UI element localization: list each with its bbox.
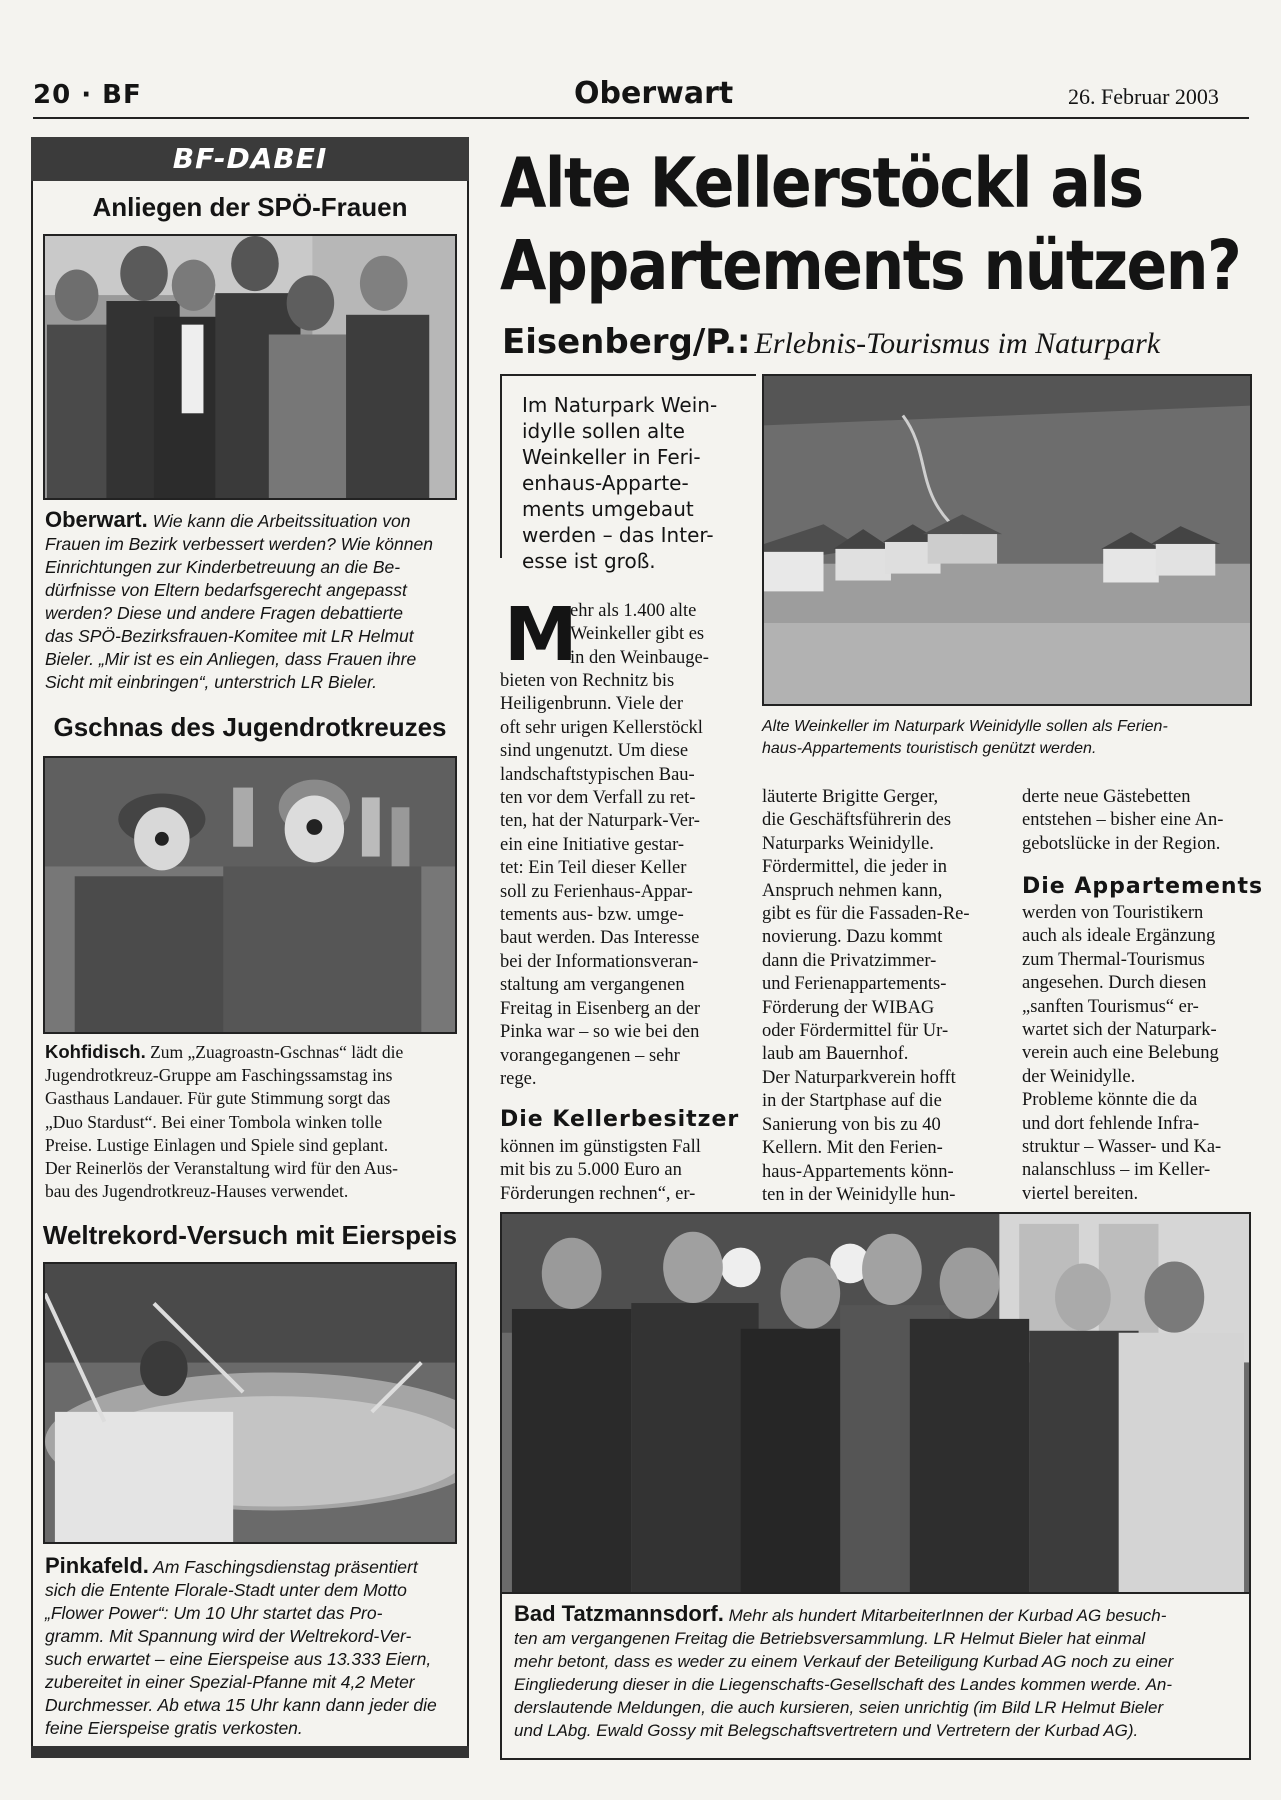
story3-line: Durchmesser. Ab etwa 15 Uhr kann dann jeder die [45,1695,437,1715]
story2-title: Gschnas des Jugendrotkreuzes [53,712,447,742]
lead-line: enhaus-Apparte- [522,471,689,495]
col3-line: Probleme könnte die da [1022,1090,1198,1111]
col1-line: sind ungenutzt. Um diese [500,741,689,762]
lead-box-top-rule [500,374,756,376]
story3-line: sich die Entente Florale-Stadt unter dem Motto [45,1580,407,1600]
col1-line: rege. [500,1068,537,1089]
col1-line: können im günstigsten Fall [500,1137,701,1157]
story3-line: zubereitet in einer Spezial-Pfanne mit 4,2 Meter [45,1672,415,1692]
col1-line: Weinkeller gibt es [570,624,705,645]
page-number: 20 · BF [33,80,142,110]
col2-line: Sanierung von bis zu 40 [762,1114,941,1135]
col2-line: Der Naturparkverein hofft [762,1067,956,1088]
subtitle [502,322,1262,362]
story3-caption [45,1554,455,1740]
col1-line: baut werden. Das Interesse [500,928,700,949]
col3-line: struktur – Wasser- und Ka- [1022,1137,1222,1158]
col3-line: entstehen – bisher eine An- [1022,810,1224,831]
col2-line: Fördermittel, die jeder in [762,857,947,878]
subtitle-location: Eisenberg/P.: [502,322,751,362]
col3-line: auch als ideale Ergänzung [1022,926,1216,947]
caption-line: Alte Weinkeller im Naturpark Weinidylle sollen als Ferien- [762,718,1168,735]
col2-line: und Ferienappartements- [762,974,947,995]
photo-weinkeller-naturpark [762,374,1252,706]
bottom-caption-line: Eingliederung dieser in die Liegenschafts-Gesellschaft des Landes kommen werde. An- [514,1675,1173,1694]
col1-line: in den Weinbauge- [570,647,709,668]
col2-line: dann die Privatzimmer- [762,950,937,971]
col2-line: ten in der Weinidylle hun- [762,1184,956,1205]
col1-line: ten vor dem Verfall zu ret- [500,788,696,809]
col2-line: oder Fördermittel für Ur- [762,1021,949,1042]
col3-text-b [1022,902,1252,1206]
story2-line: Der Reinerlös der Veranstaltung wird für den Aus- [45,1158,398,1179]
story1-line: Sicht mit einbringen“, unterstrich LR Bieler. [45,672,377,692]
photo-jugendrotkreuz-clowns [43,756,457,1034]
col2-line: Förderung der WIBAG [762,997,935,1018]
col1-line: soll zu Ferienhaus-Appar- [500,881,693,902]
col1-line: Freitag in Eisenberg an der [500,998,701,1019]
col1-text [500,670,732,1091]
col3-line: wartet sich der Naturpark- [1022,1020,1217,1041]
photo-eierspeis-pfanne [43,1262,457,1544]
caption-line: haus-Appartements touristisch genützt werden. [762,740,1097,757]
col1-line: tements aus- bzw. umge- [500,905,684,926]
col1-line: bei der Informationsveran- [500,951,699,972]
col1-drop-lines [570,600,732,670]
story1-line: Bieler. „Mir ist es ein Anliegen, dass Frauen ihre [45,649,417,669]
lead-box-left-rule [500,374,502,558]
col2-line: haus-Appartements könn- [762,1161,954,1182]
story1-line: Einrichtungen zur Kinderbetreuung an die Be- [45,557,401,577]
story2-line: „Duo Stardust“. Bei einer Tombola winken tolle [45,1111,383,1132]
col3-line: verein auch eine Belebung [1022,1043,1219,1064]
col3-line: viertel bereiten. [1022,1183,1139,1204]
col2-line: laub am Bauernhof. [762,1044,909,1065]
col3-line: werden von Touristikern [1022,903,1204,923]
col3-line: „sanften Tourismus“ er- [1022,996,1199,1017]
story3-line: gramm. Mit Spannung wird der Weltrekord-Ver- [45,1626,412,1646]
col1-line: Pinka war – so wie bei den [500,1022,700,1043]
col3-line: angesehen. Durch diesen [1022,973,1207,994]
lead-line: Weinkeller in Feri- [522,445,701,469]
col3-line: zum Thermal-Tourismus [1022,949,1205,970]
story1-location: Oberwart. [45,507,148,532]
col1-line: landschaftstypischen Bau- [500,764,695,785]
story2-line: Preise. Lustige Einlagen und Spiele sind geplant. [45,1134,389,1155]
col1-after [500,1136,732,1206]
col2-line: in der Startphase auf die [762,1091,942,1112]
story3-line: such erwartet – eine Eierspeise aus 13.333 Eiern, [45,1649,432,1669]
col2-line: Kellern. Mit den Ferien- [762,1138,943,1159]
bottom-caption-line: und LAbg. Ewald Gossy mit Belegschaftsvertretern und Vertretern der Kurbad AG). [514,1721,1139,1740]
section-title: Oberwart [574,76,734,111]
lead-line: ments umgebaut [522,497,694,521]
sidebar-banner: BF-DABEI [31,137,469,181]
col3-line: gebotslücke in der Region. [1022,833,1221,854]
col1-line: Förderungen rechnen“, er- [500,1183,696,1204]
col1-line: ten, hat der Naturpark-Ver- [500,811,700,832]
lead-line: Im Naturpark Wein- [522,393,718,417]
story1-line: Frauen im Bezirk verbessert werden? Wie können [45,534,433,554]
story1-title: Anliegen der SPÖ-Frauen [92,192,408,222]
subtitle-text: Erlebnis-Tourismus im Naturpark [754,327,1161,360]
col1-line: oft sehr urigen Kellerstöckl [500,717,703,738]
photo-spoe-frauen [43,234,457,500]
col2-line: Anspruch nehmen kann, [762,880,943,901]
col1-line: ehr als 1.400 alte [570,601,697,621]
col2-line: novierung. Dazu kommt [762,927,943,948]
headline-line: Alte Kellerstöckl als [500,143,1143,224]
dropcap: M [504,592,578,678]
col3-text-a [1022,786,1252,856]
col3-line: der Weinidylle. [1022,1066,1136,1087]
story2-location: Kohfidisch. [45,1041,146,1062]
lead-line: esse ist groß. [522,549,656,573]
story3-line: Am Faschingsdienstag präsentiert [153,1557,418,1577]
subhead-appartements: Die Appartements [1022,874,1264,899]
headline-line: Appartements nützen? [500,225,1241,307]
col1-line: bieten von Rechnitz bis [500,671,675,691]
photo-kurbad-versammlung [500,1212,1251,1594]
photo-caption-weinkeller [762,716,1252,760]
col2-text [762,786,992,1207]
col2-line: gibt es für die Fassaden-Re- [762,904,970,925]
story2-line: Jugendrotkreuz-Gruppe am Faschingssamstag ins [45,1065,393,1086]
col3-line: nalanschluss – im Keller- [1022,1160,1211,1181]
col1-line: mit bis zu 5.000 Euro an [500,1160,682,1181]
story1-caption [45,508,455,694]
bottom-caption-line: derslautende Meldungen, die auch kursieren, seien unrichtig (im Bild LR Helmut Bieler [514,1698,1164,1717]
bottom-caption-line: Mehr als hundert MitarbeiterInnen der Kurbad AG besuch- [728,1606,1167,1625]
story2-line: Zum „Zuagroastn-Gschnas“ lädt die [150,1042,404,1062]
col3-line: und dort fehlende Infra- [1022,1113,1200,1134]
story2-line: Gasthaus Landauer. Für gute Stimmung sorgt das [45,1088,391,1109]
subhead-kellerbesitzer: Die Kellerbesitzer [500,1107,740,1132]
bottom-caption [514,1602,1240,1742]
story1-line: dürfnisse von Eltern bedarfsgerecht angepasst [45,580,407,600]
story1-line: Wie kann die Arbeitssituation von [152,511,411,531]
col2-line: Naturparks Weinidylle. [762,833,934,854]
issue-date: 26. Februar 2003 [1068,84,1219,109]
bottom-caption-location: Bad Tatzmannsdorf. [514,1601,724,1626]
headline [500,142,1260,308]
story2-line: bau des Jugendrotkreuz-Hauses verwendet. [45,1181,349,1202]
lead-paragraph [522,392,748,574]
sidebar-bottom-bar [31,1746,469,1758]
story3-line: feine Eierspeise gratis verkosten. [45,1718,303,1738]
lead-line: idylle sollen alte [522,419,685,443]
story3-title: Weltrekord-Versuch mit Eierspeis [42,1220,458,1250]
col1-line: vorangegangenen – sehr [500,1045,680,1066]
story3-location: Pinkafeld. [45,1553,149,1578]
col3-line: derte neue Gästebetten [1022,787,1191,807]
bottom-caption-line: mehr betont, dass es weder zu einem Verkauf der Beteiligung Kurbad AG noch zu einer [514,1652,1174,1671]
col1-line: staltung am vergangenen [500,975,685,996]
story2-text [45,1040,455,1203]
col2-line: läuterte Brigitte Gerger, [762,787,939,807]
bottom-caption-line: ten am vergangenen Freitag die Betriebsversammlung. LR Helmut Bieler hat einmal [514,1629,1146,1648]
col1-line: tet: Ein Teil dieser Keller [500,858,687,879]
col2-line: die Geschäftsführerin des [762,810,952,831]
lead-line: werden – das Inter- [522,523,714,547]
story1-line: werden? Diese und andere Fragen debattierte [45,603,404,623]
story1-line: das SPÖ-Bezirksfrauen-Komitee mit LR Helmut [45,626,414,646]
story3-line: „Flower Power“: Um 10 Uhr startet das Pro- [45,1603,383,1623]
col1-line: Heiligenbrunn. Viele der [500,694,683,715]
col1-line: ein eine Initiative gestar- [500,834,685,855]
header-rule [33,117,1249,119]
